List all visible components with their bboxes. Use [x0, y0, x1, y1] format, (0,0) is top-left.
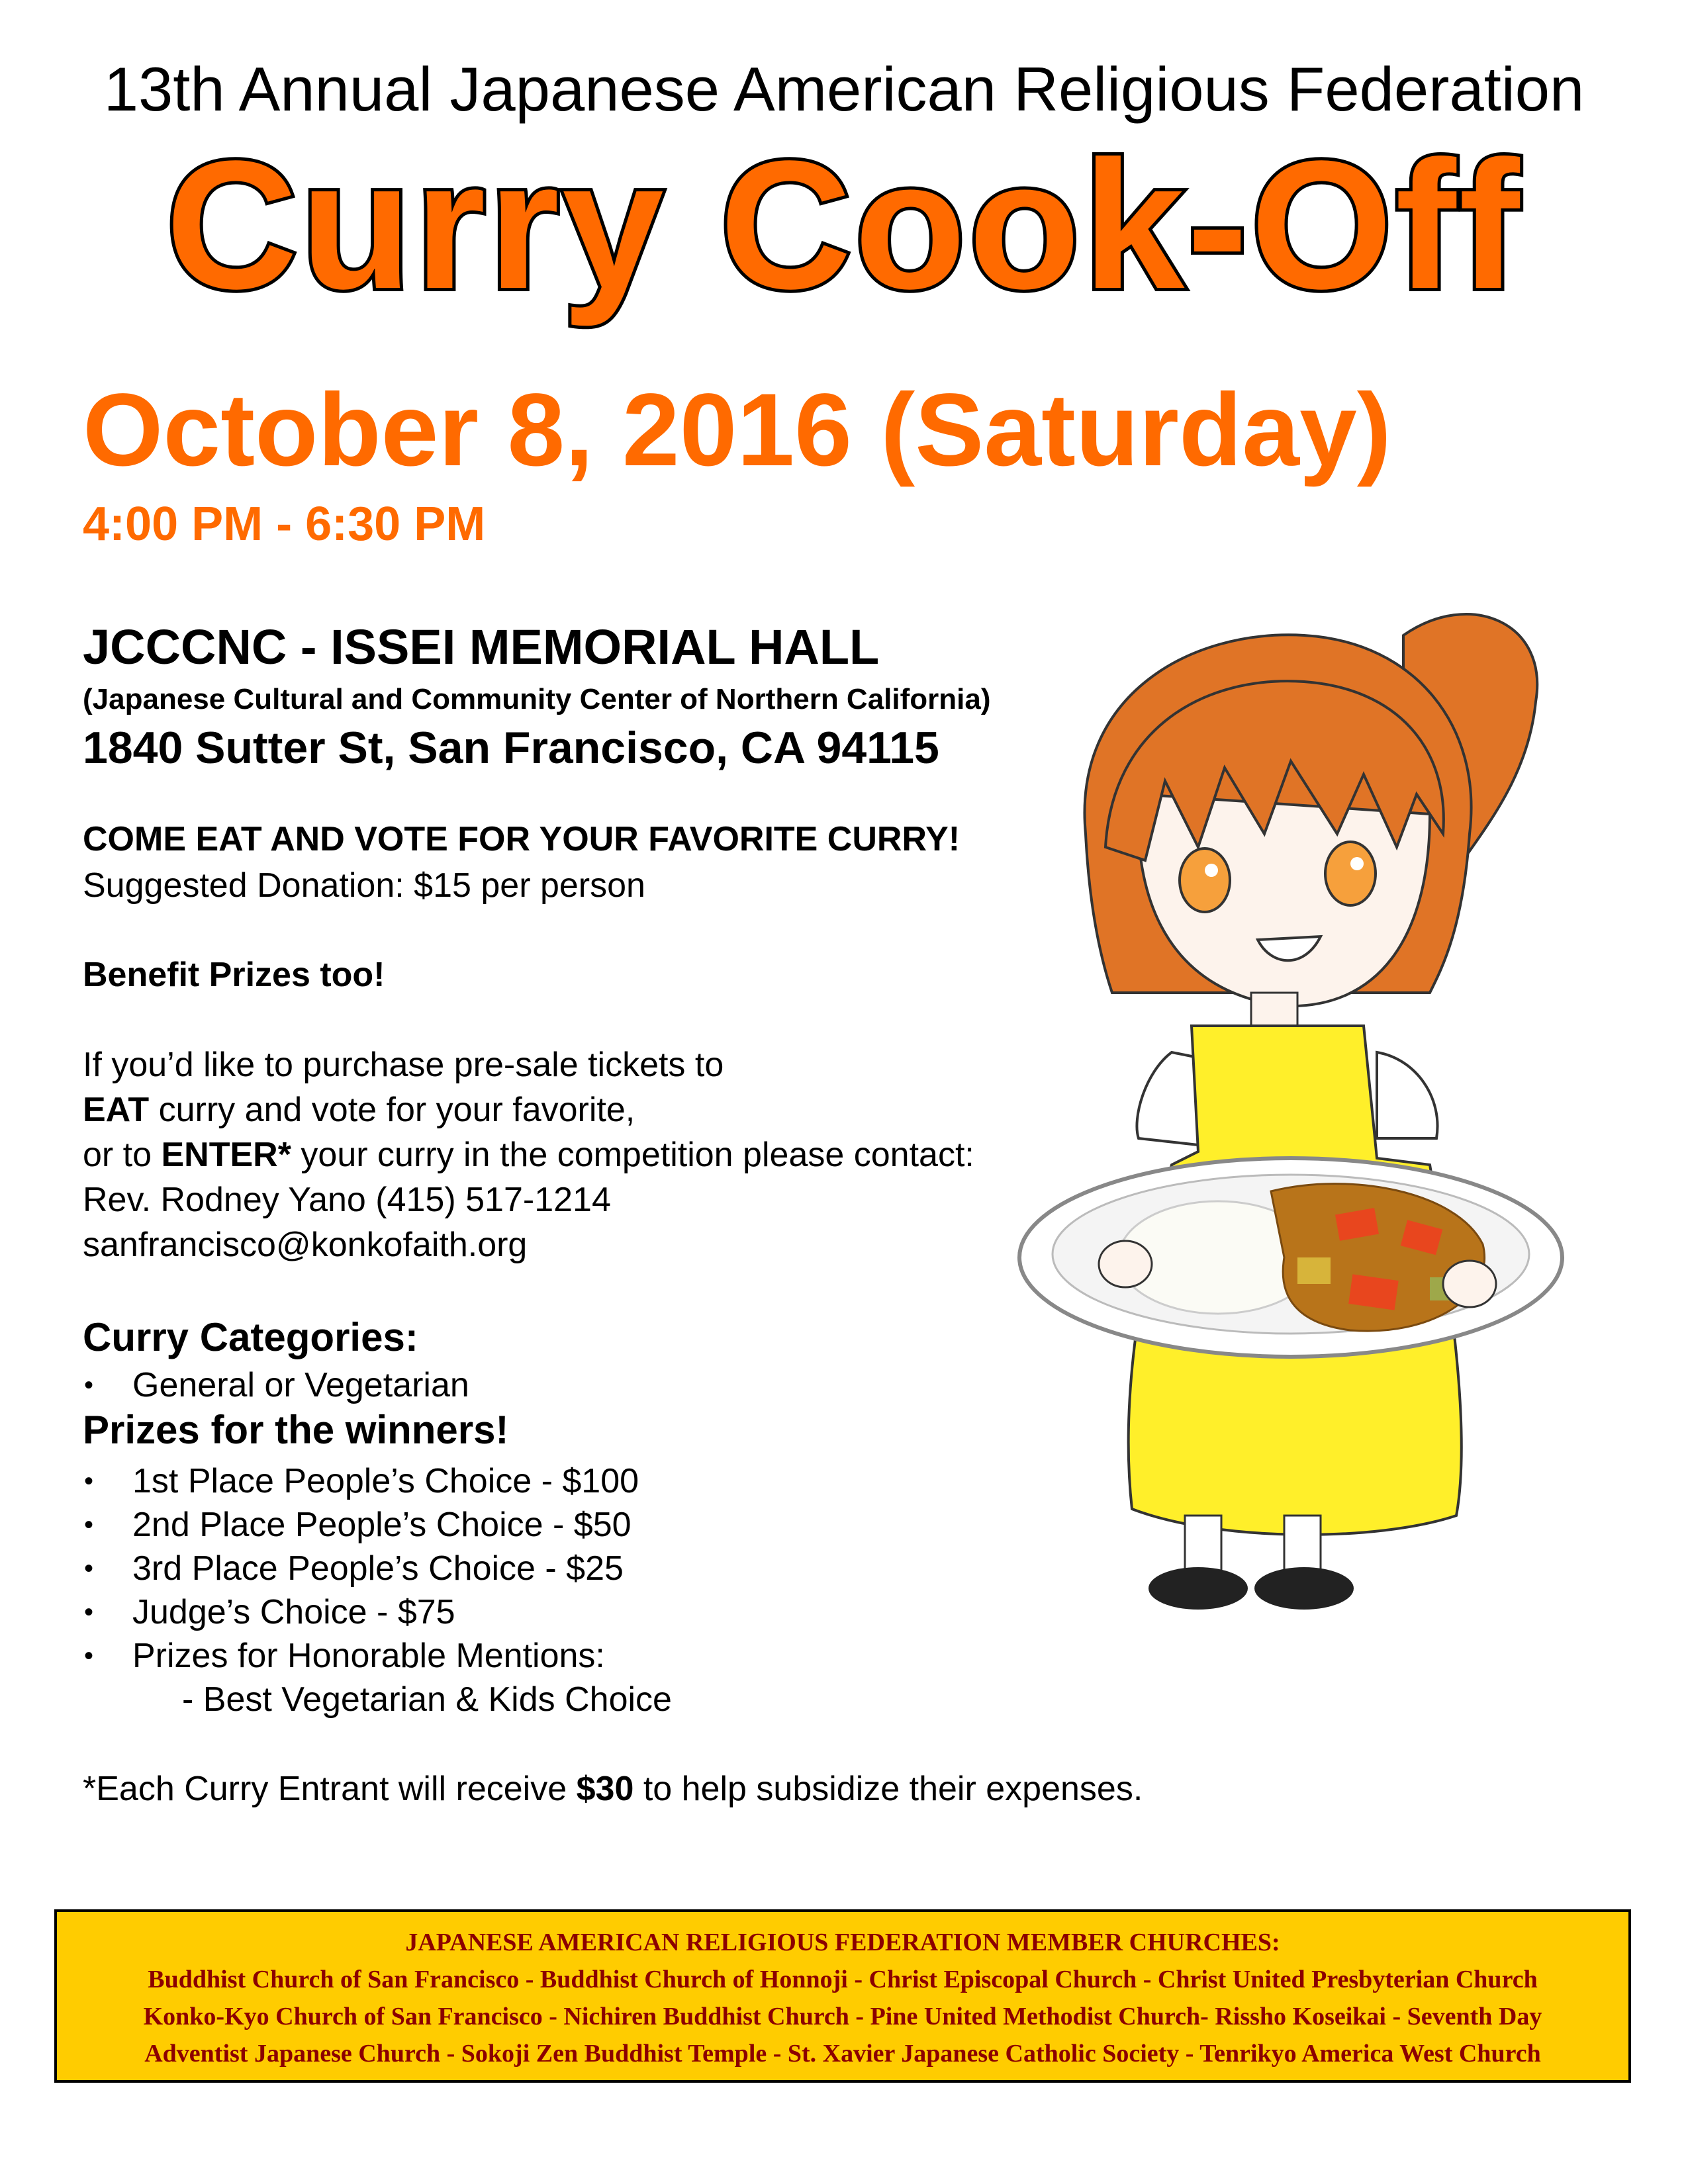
contact-line-1: If you’d like to purchase pre-sale tickets to: [83, 1046, 724, 1084]
list-item: • 3rd Place People’s Choice - $25: [83, 1547, 639, 1590]
event-title: Curry Cook-Off: [165, 123, 1523, 327]
header-title: 13th Annual Japanese American Religious Federation: [103, 54, 1585, 124]
footnote-pre: *Each Curry Entrant will receive: [83, 1770, 577, 1808]
honorable-mentions-detail: - Best Vegetarian & Kids Choice: [182, 1680, 672, 1719]
contact-block: [83, 1042, 974, 1267]
curry-girl-illustration: [1006, 596, 1575, 1628]
event-date: October 8, 2016 (Saturday): [83, 373, 1391, 488]
enter-label: ENTER*: [161, 1136, 291, 1174]
venue-name: JCCCNC - ISSEI MEMORIAL HALL: [83, 619, 880, 674]
contact-line-3-text: your curry in the competition please contact:: [291, 1136, 974, 1174]
contact-line-2-text: curry and vote for your favorite,: [149, 1091, 635, 1129]
right-eye: [1325, 842, 1376, 905]
eat-label: EAT: [83, 1091, 150, 1129]
categories-list: [83, 1363, 469, 1407]
right-sleeve: [1377, 1052, 1438, 1138]
contact-email: sanfrancisco@konkofaith.org: [83, 1226, 528, 1264]
list-item: • General or Vegetarian: [83, 1363, 469, 1407]
left-hand: [1099, 1241, 1152, 1287]
footnote-amount: $30: [576, 1770, 634, 1808]
categories-heading: Curry Categories:: [83, 1315, 418, 1359]
event-time: 4:00 PM - 6:30 PM: [83, 498, 486, 551]
contact-line-3-pre: or to: [83, 1136, 162, 1174]
right-hand: [1443, 1261, 1496, 1307]
list-item: • 2nd Place People’s Choice - $50: [83, 1503, 639, 1547]
list-item: • Judge’s Choice - $75: [83, 1590, 639, 1634]
footnote: [83, 1767, 1143, 1811]
left-shoe: [1149, 1567, 1248, 1610]
left-eye: [1180, 848, 1230, 912]
prizes-list: [83, 1459, 639, 1678]
contact-line-2: [83, 1087, 974, 1132]
list-item: • Prizes for Honorable Mentions:: [83, 1634, 639, 1678]
member-churches-line: Buddhist Church of San Francisco - Buddhist Church of Honnoji - Christ Episcopal Church - Christ United Presbyterian Church: [148, 1966, 1538, 1993]
venue-address: 1840 Sutter St, San Francisco, CA 94115: [83, 723, 939, 773]
contact-line-3: [83, 1132, 974, 1177]
member-churches-box: [54, 1909, 1631, 2083]
prizes-heading: Prizes for the winners!: [83, 1408, 509, 1452]
member-churches-line: Adventist Japanese Church - Sokoji Zen Buddhist Temple - St. Xavier Japanese Catholic Society - Tenrikyo America West Church: [144, 2040, 1541, 2068]
list-item: • 1st Place People’s Choice - $100: [83, 1459, 639, 1503]
member-churches-heading: JAPANESE AMERICAN RELIGIOUS FEDERATION MEMBER CHURCHES:: [405, 1929, 1280, 1956]
footnote-post: to help subsidize their expenses.: [633, 1770, 1143, 1808]
tagline: COME EAT AND VOTE FOR YOUR FAVORITE CURRY!: [83, 820, 961, 858]
benefit-text: Benefit Prizes too!: [83, 956, 385, 994]
right-shoe: [1254, 1567, 1354, 1610]
venue-full-name: (Japanese Cultural and Community Center of Northern California): [83, 683, 991, 715]
contact-person: Rev. Rodney Yano (415) 517-1214: [83, 1181, 611, 1219]
member-churches-line: Konko-Kyo Church of San Francisco - Nichiren Buddhist Church - Pine United Methodist Church- Rissho Koseikai - Seventh Day: [143, 2003, 1542, 2030]
donation-text: Suggested Donation: $15 per person: [83, 866, 645, 905]
